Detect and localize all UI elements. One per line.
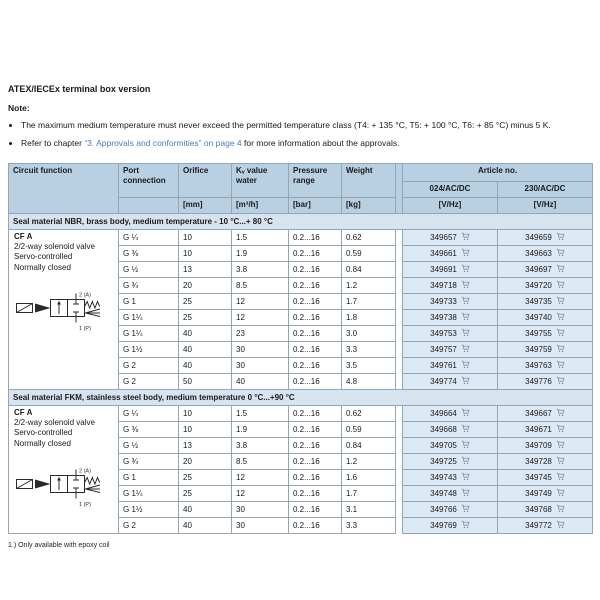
article-number[interactable]: 349659 — [525, 232, 552, 242]
column-spacer — [396, 309, 403, 325]
weight-cell: 1.8 — [342, 309, 396, 325]
note-item — [21, 137, 592, 149]
article-number-cell — [498, 325, 593, 341]
article-number[interactable]: 349772 — [525, 520, 552, 530]
col-header-article-024: 024/AC/DC — [403, 181, 498, 197]
article-number-cell — [498, 517, 593, 533]
table-header — [9, 163, 593, 213]
unit-cell-orifice: [mm] — [179, 197, 232, 213]
article-number-cell — [498, 341, 593, 357]
orifice-cell: 40 — [179, 517, 232, 533]
kv-value-cell: 1.5 — [232, 405, 289, 421]
article-number[interactable]: 349757 — [430, 344, 457, 354]
kv-value-cell: 30 — [232, 501, 289, 517]
cart-icon — [556, 248, 565, 257]
cart-icon — [461, 488, 470, 497]
port-connection-cell: G ¼ — [119, 405, 179, 421]
valve-port-bottom-label: 1 (P) — [79, 502, 91, 509]
article-number-cell — [403, 405, 498, 421]
article-number-cell — [498, 453, 593, 469]
kv-value-cell: 1.9 — [232, 245, 289, 261]
column-spacer — [396, 485, 403, 501]
article-number-cell — [498, 357, 593, 373]
weight-cell: 0.62 — [342, 405, 396, 421]
col-header-kv-value: Kᵥ value water — [232, 163, 289, 197]
note-text: The maximum medium temperature must never exceed the permitted temperature class (T4: + 135 °C, T5: + 100 °C, T6: + 85 °C) minus 5 K. — [21, 120, 551, 130]
article-number-cell — [403, 245, 498, 261]
port-connection-cell: G 2 — [119, 517, 179, 533]
kv-value-cell: 30 — [232, 357, 289, 373]
article-number[interactable]: 349691 — [430, 264, 457, 274]
column-spacer — [396, 325, 403, 341]
section-label: Seal material NBR, brass body, medium temperature - 10 °C...+ 80 °C — [9, 213, 593, 229]
cart-icon — [556, 488, 565, 497]
page-title: ATEX/IECEx terminal box version — [8, 84, 151, 94]
orifice-cell: 40 — [179, 501, 232, 517]
cart-icon — [556, 456, 565, 465]
orifice-cell: 25 — [179, 485, 232, 501]
kv-value-cell: 30 — [232, 341, 289, 357]
article-number[interactable]: 349738 — [430, 312, 457, 322]
orifice-cell: 10 — [179, 245, 232, 261]
cart-icon — [556, 344, 565, 353]
kv-value-cell: 12 — [232, 293, 289, 309]
article-number-cell — [403, 373, 498, 389]
article-number-cell — [403, 517, 498, 533]
cart-icon — [461, 424, 470, 433]
pressure-range-cell: 0.2...16 — [289, 277, 342, 293]
weight-cell: 1.6 — [342, 469, 396, 485]
pressure-range-cell: 0.2...16 — [289, 341, 342, 357]
article-number-cell — [498, 373, 593, 389]
pressure-range-cell: 0.2...16 — [289, 469, 342, 485]
cart-icon — [556, 328, 565, 337]
port-connection-cell: G 1 — [119, 469, 179, 485]
article-number[interactable]: 349749 — [525, 488, 552, 498]
article-number-cell — [403, 293, 498, 309]
orifice-cell: 40 — [179, 341, 232, 357]
section-row — [9, 213, 593, 229]
orifice-cell: 40 — [179, 357, 232, 373]
circuit-code: CF A — [14, 231, 33, 241]
pressure-range-cell: 0.2...16 — [289, 229, 342, 245]
article-number[interactable]: 349728 — [525, 456, 552, 466]
article-number-cell — [403, 309, 498, 325]
article-number[interactable]: 349761 — [430, 360, 457, 370]
port-connection-cell: G ¾ — [119, 277, 179, 293]
column-spacer — [396, 245, 403, 261]
weight-cell: 3.3 — [342, 517, 396, 533]
datasheet-page — [8, 84, 592, 549]
port-connection-cell: G ⅜ — [119, 245, 179, 261]
pressure-range-cell: 0.2...16 — [289, 357, 342, 373]
valve-symbol-icon — [14, 290, 118, 333]
unit-cell-weight: [kg] — [342, 197, 396, 213]
cart-icon — [461, 376, 470, 385]
col-header-pressure-range: Pressure range — [289, 163, 342, 197]
cart-icon — [461, 280, 470, 289]
weight-cell: 3.5 — [342, 357, 396, 373]
port-connection-cell: G 2 — [119, 357, 179, 373]
pressure-range-cell: 0.2...16 — [289, 325, 342, 341]
table-row — [9, 229, 593, 245]
column-spacer — [396, 341, 403, 357]
orifice-cell: 50 — [179, 373, 232, 389]
section-label: Seal material FKM, stainless steel body, medium temperature 0 °C...+90 °C — [9, 389, 593, 405]
article-number[interactable]: 349753 — [430, 328, 457, 338]
article-number[interactable]: 349733 — [430, 296, 457, 306]
weight-cell: 0.84 — [342, 261, 396, 277]
article-number[interactable]: 349720 — [525, 280, 552, 290]
article-number-cell — [498, 229, 593, 245]
column-spacer — [396, 405, 403, 421]
article-number-cell — [498, 501, 593, 517]
orifice-cell: 10 — [179, 405, 232, 421]
article-number-cell — [498, 405, 593, 421]
unit-cell-vhz-230: [V/Hz] — [498, 197, 593, 213]
weight-cell: 0.59 — [342, 245, 396, 261]
kv-value-cell: 3.8 — [232, 261, 289, 277]
weight-cell: 3.3 — [342, 341, 396, 357]
cart-icon — [556, 232, 565, 241]
column-spacer — [396, 163, 403, 213]
cart-icon — [556, 360, 565, 369]
column-spacer — [396, 469, 403, 485]
article-number-cell — [403, 501, 498, 517]
orifice-cell: 10 — [179, 421, 232, 437]
article-number-cell — [403, 229, 498, 245]
cart-icon — [556, 424, 565, 433]
article-number-cell — [498, 485, 593, 501]
weight-cell: 1.2 — [342, 277, 396, 293]
port-connection-cell: G 1½ — [119, 501, 179, 517]
circuit-function-cell — [9, 405, 119, 533]
kv-value-cell: 1.5 — [232, 229, 289, 245]
article-number-cell — [403, 485, 498, 501]
cart-icon — [556, 472, 565, 481]
port-connection-cell: G 1¼ — [119, 325, 179, 341]
weight-cell: 1.2 — [342, 453, 396, 469]
kv-value-cell: 1.9 — [232, 421, 289, 437]
col-header-orifice: Orifice — [179, 163, 232, 197]
valve-port-top-label: 2 (A) — [79, 468, 91, 475]
notes-list — [8, 119, 592, 150]
column-spacer — [396, 373, 403, 389]
chapter-link[interactable]: “3. Approvals and conformities” on page 4 — [84, 138, 242, 149]
article-number-cell — [403, 325, 498, 341]
col-header-weight: Weight — [342, 163, 396, 197]
article-number-cell — [403, 421, 498, 437]
article-number[interactable]: 349718 — [430, 280, 457, 290]
circuit-code: CF A — [14, 407, 33, 417]
article-number[interactable]: 349774 — [430, 376, 457, 386]
port-connection-cell: G 1¼ — [119, 309, 179, 325]
pressure-range-cell: 0.2...16 — [289, 245, 342, 261]
orifice-cell: 10 — [179, 229, 232, 245]
article-number-cell — [403, 261, 498, 277]
article-number[interactable]: 349709 — [525, 440, 552, 450]
article-number-cell — [498, 245, 593, 261]
article-number-cell — [498, 277, 593, 293]
article-number-cell — [498, 261, 593, 277]
cart-icon — [556, 440, 565, 449]
port-connection-cell: G ½ — [119, 437, 179, 453]
article-number-cell — [498, 309, 593, 325]
pressure-range-cell: 0.2...16 — [289, 293, 342, 309]
article-number[interactable]: 349664 — [430, 408, 457, 418]
cart-icon — [461, 296, 470, 305]
column-spacer — [396, 517, 403, 533]
kv-value-cell: 23 — [232, 325, 289, 341]
article-number-cell — [498, 437, 593, 453]
circuit-line: 2/2-way solenoid valve — [14, 242, 95, 252]
cart-icon — [556, 280, 565, 289]
column-spacer — [396, 229, 403, 245]
cart-icon — [461, 440, 470, 449]
weight-cell: 0.59 — [342, 421, 396, 437]
column-spacer — [396, 261, 403, 277]
weight-cell: 0.84 — [342, 437, 396, 453]
pressure-range-cell: 0.2...16 — [289, 373, 342, 389]
valve-port-bottom-label: 1 (P) — [79, 326, 91, 333]
circuit-line: Servo-controlled — [14, 252, 73, 262]
column-spacer — [396, 437, 403, 453]
article-number[interactable]: 349661 — [430, 248, 457, 258]
pressure-range-cell: 0.2...16 — [289, 437, 342, 453]
weight-cell: 4.8 — [342, 373, 396, 389]
article-number[interactable]: 349755 — [525, 328, 552, 338]
weight-cell: 1.7 — [342, 485, 396, 501]
article-number[interactable]: 349769 — [430, 520, 457, 530]
col-header-port-connection: Port connection — [119, 163, 179, 197]
article-number[interactable]: 349705 — [430, 440, 457, 450]
article-number-cell — [403, 357, 498, 373]
article-number[interactable]: 349759 — [525, 344, 552, 354]
kv-value-cell: 8.5 — [232, 277, 289, 293]
column-spacer — [396, 293, 403, 309]
pressure-range-cell: 0.2...16 — [289, 421, 342, 437]
article-number-cell — [403, 277, 498, 293]
footnote: 1.) Only available with epoxy coil — [8, 541, 110, 549]
cart-icon — [556, 264, 565, 273]
spec-table — [8, 163, 593, 534]
weight-cell: 0.62 — [342, 229, 396, 245]
kv-value-cell: 8.5 — [232, 453, 289, 469]
note-label: Note: — [8, 103, 30, 113]
column-spacer — [396, 421, 403, 437]
article-number[interactable]: 349768 — [525, 504, 552, 514]
kv-value-cell: 12 — [232, 485, 289, 501]
cart-icon — [556, 296, 565, 305]
port-connection-cell: G 2 — [119, 373, 179, 389]
article-number-cell — [403, 341, 498, 357]
article-number[interactable]: 349667 — [525, 408, 552, 418]
pressure-range-cell: 0.2...16 — [289, 453, 342, 469]
kv-value-cell: 12 — [232, 469, 289, 485]
pressure-range-cell: 0.2...16 — [289, 405, 342, 421]
cart-icon — [461, 312, 470, 321]
kv-value-cell: 40 — [232, 373, 289, 389]
port-connection-cell: G ¼ — [119, 229, 179, 245]
article-number[interactable]: 349657 — [430, 232, 457, 242]
circuit-line: Normally closed — [14, 262, 71, 272]
article-number[interactable]: 349763 — [525, 360, 552, 370]
circuit-line: Servo-controlled — [14, 428, 73, 438]
table-row — [9, 405, 593, 421]
article-number[interactable]: 349697 — [525, 264, 552, 274]
orifice-cell: 13 — [179, 437, 232, 453]
weight-cell: 3.0 — [342, 325, 396, 341]
cart-icon — [461, 248, 470, 257]
column-spacer — [396, 277, 403, 293]
unit-cell-pressure: [bar] — [289, 197, 342, 213]
article-number[interactable]: 349776 — [525, 376, 552, 386]
weight-cell: 1.7 — [342, 293, 396, 309]
cart-icon — [556, 504, 565, 513]
cart-icon — [461, 360, 470, 369]
cart-icon — [556, 520, 565, 529]
orifice-cell: 25 — [179, 309, 232, 325]
kv-value-cell: 12 — [232, 309, 289, 325]
cart-icon — [461, 408, 470, 417]
col-header-article-230: 230/AC/DC — [498, 181, 593, 197]
unit-cell-kv: [m³/h] — [232, 197, 289, 213]
valve-symbol-icon — [14, 466, 118, 509]
kv-value-cell: 30 — [232, 517, 289, 533]
port-connection-cell: G ⅜ — [119, 421, 179, 437]
cart-icon — [461, 520, 470, 529]
column-spacer — [396, 357, 403, 373]
unit-cell-vhz-024: [V/Hz] — [403, 197, 498, 213]
article-number[interactable]: 349735 — [525, 296, 552, 306]
cart-icon — [556, 376, 565, 385]
article-number[interactable]: 349740 — [525, 312, 552, 322]
cart-icon — [461, 328, 470, 337]
cart-icon — [461, 232, 470, 241]
kv-value-cell: 3.8 — [232, 437, 289, 453]
column-spacer — [396, 501, 403, 517]
article-number[interactable]: 349668 — [430, 424, 457, 434]
article-number[interactable]: 349725 — [430, 456, 457, 466]
port-connection-cell: G 1¼ — [119, 485, 179, 501]
article-number-cell — [498, 421, 593, 437]
article-number[interactable]: 349745 — [525, 472, 552, 482]
port-connection-cell: G 1½ — [119, 341, 179, 357]
article-number-cell — [498, 293, 593, 309]
cart-icon — [461, 456, 470, 465]
pressure-range-cell: 0.2...16 — [289, 485, 342, 501]
pressure-range-cell: 0.2...16 — [289, 309, 342, 325]
circuit-line: Normally closed — [14, 438, 71, 448]
orifice-cell: 25 — [179, 293, 232, 309]
note-item — [21, 119, 592, 131]
pressure-range-cell: 0.2...16 — [289, 501, 342, 517]
article-number[interactable]: 349743 — [430, 472, 457, 482]
article-number-cell — [403, 437, 498, 453]
circuit-function-cell — [9, 229, 119, 389]
orifice-cell: 13 — [179, 261, 232, 277]
orifice-cell: 20 — [179, 277, 232, 293]
orifice-cell: 25 — [179, 469, 232, 485]
port-connection-cell: G 1 — [119, 293, 179, 309]
unit-cell-port — [119, 197, 179, 213]
cart-icon — [461, 472, 470, 481]
pressure-range-cell: 0.2...16 — [289, 517, 342, 533]
orifice-cell: 20 — [179, 453, 232, 469]
circuit-line: 2/2-way solenoid valve — [14, 418, 95, 428]
article-number[interactable]: 349671 — [525, 424, 552, 434]
orifice-cell: 40 — [179, 325, 232, 341]
section-row — [9, 389, 593, 405]
col-header-circuit-function: Circuit function — [9, 163, 119, 213]
pressure-range-cell: 0.2...16 — [289, 261, 342, 277]
article-number[interactable]: 349748 — [430, 488, 457, 498]
article-number[interactable]: 349663 — [525, 248, 552, 258]
cart-icon — [461, 504, 470, 513]
cart-icon — [556, 312, 565, 321]
article-number-cell — [498, 469, 593, 485]
article-number-cell — [403, 469, 498, 485]
port-connection-cell: G ¾ — [119, 453, 179, 469]
note-text: for more information about the approvals. — [241, 138, 400, 149]
cart-icon — [461, 264, 470, 273]
article-number[interactable]: 349766 — [430, 504, 457, 514]
column-spacer — [396, 453, 403, 469]
col-header-article-no: Article no. — [403, 163, 593, 181]
port-connection-cell: G ½ — [119, 261, 179, 277]
note-text: Refer to chapter — [21, 138, 85, 149]
weight-cell: 3.1 — [342, 501, 396, 517]
table-body — [9, 213, 593, 533]
cart-icon — [556, 408, 565, 417]
article-number-cell — [403, 453, 498, 469]
valve-port-top-label: 2 (A) — [79, 292, 91, 299]
cart-icon — [461, 344, 470, 353]
